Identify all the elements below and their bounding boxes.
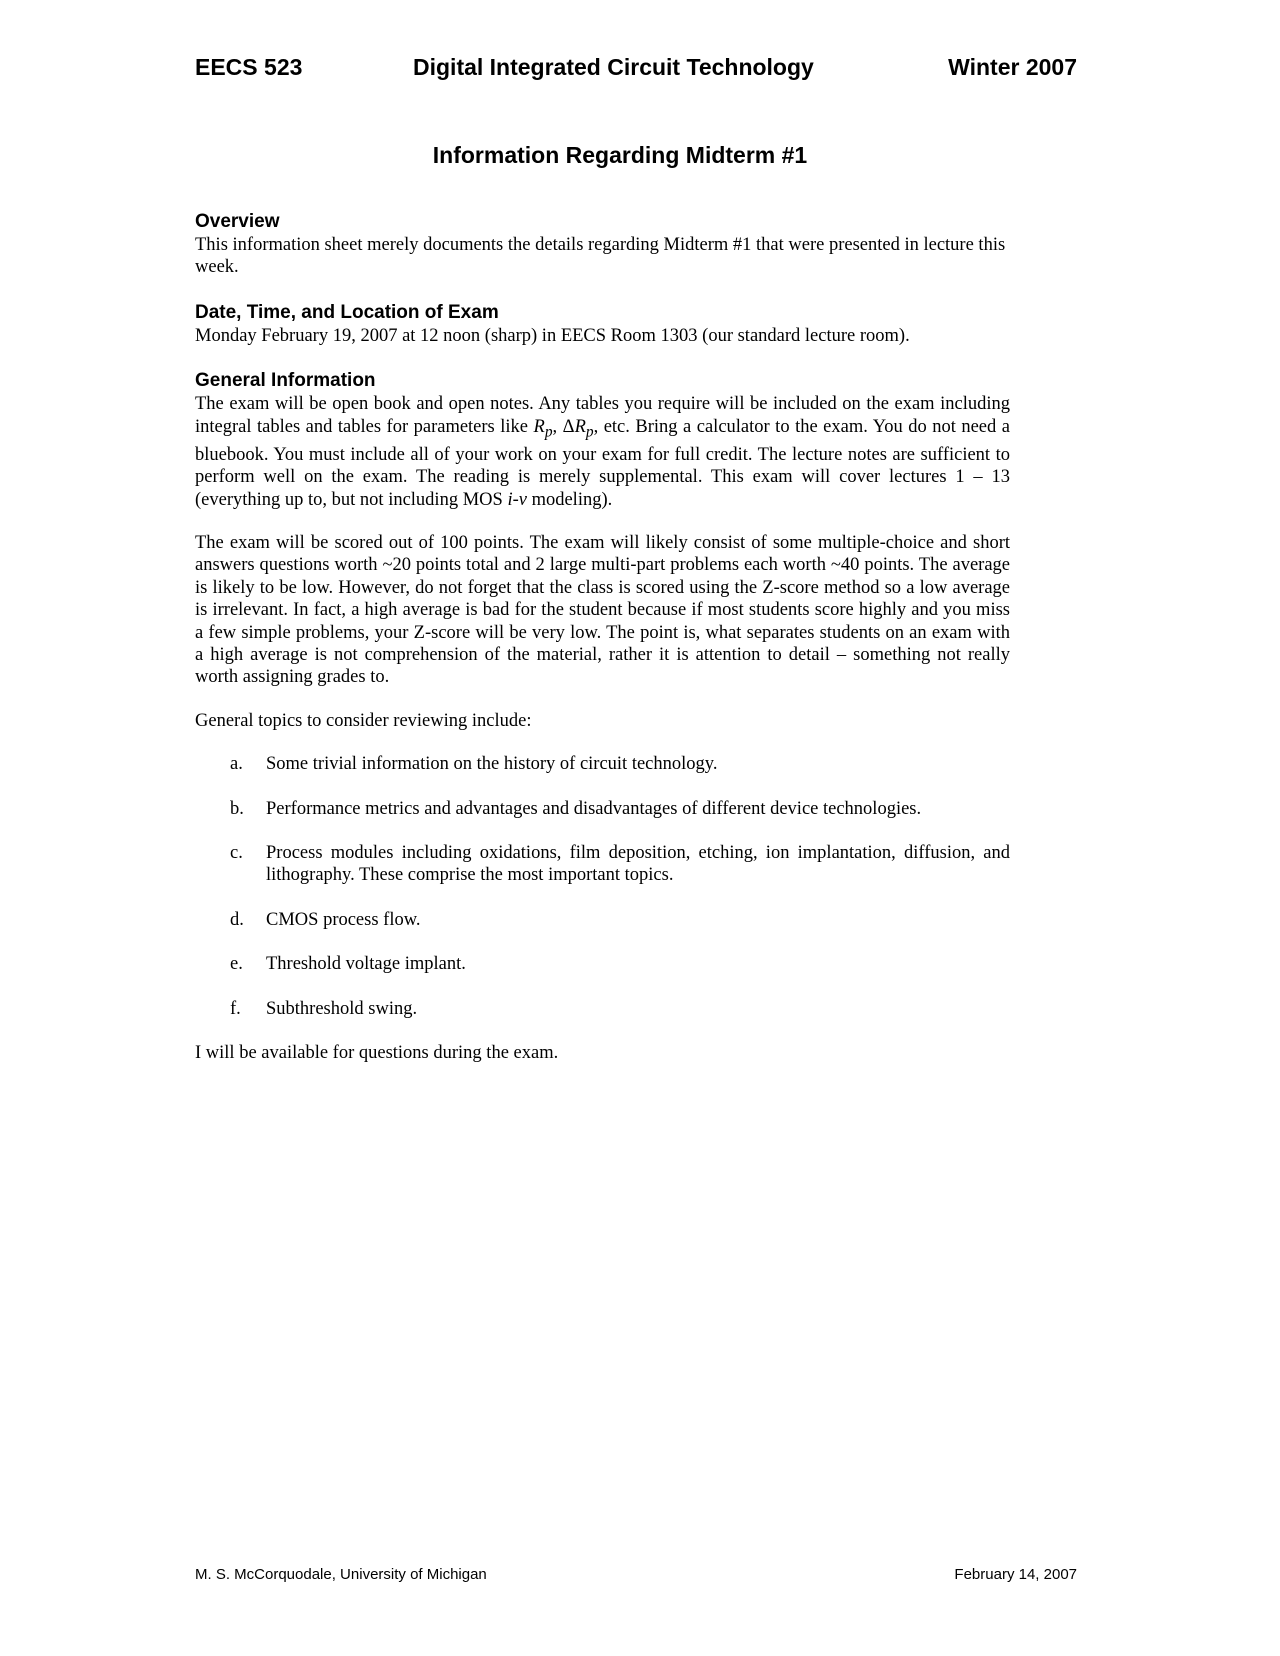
- list-item: [195, 998, 1010, 1020]
- date-text: Monday February 19, 2007 at 12 noon (sharp) in EECS Room 1303 (our standard lecture room).: [195, 325, 910, 346]
- list-marker: e.: [230, 954, 243, 975]
- term: Winter 2007: [948, 54, 1077, 80]
- list-item-text: CMOS process flow.: [266, 909, 421, 930]
- topics-intro: General topics to consider reviewing include:: [195, 710, 532, 731]
- course-title: Digital Integrated Circuit Technology: [413, 54, 814, 80]
- general-heading: General Information: [195, 370, 376, 392]
- general-paragraph-2: The exam will be scored out of 100 points. The exam will likely consist of some multiple-choice and short answers questions worth ~20 points total and 2 large multi-part problems each worth ~40 points. The average is likely to be low. However, do not forget that the class is scored using the Z-score method so a low average is irrelevant. In fact, a high average is bad for the student because if most students score highly and you miss a few simple problems, your Z-score will be very low. The point is, what separates students on an exam with a high average is not comprehension of the material, rather it is attention to detail – something not really worth assigning grades to.: [195, 532, 1010, 688]
- list-item-text: Process modules including oxidations, film deposition, etching, ion implantation, diffusion, and lithography. These comprise the most important topics.: [266, 843, 1010, 886]
- footer-date: February 14, 2007: [954, 1566, 1077, 1583]
- list-item-text: Performance metrics and advantages and disadvantages of different device technologies.: [266, 798, 922, 819]
- closing-text: I will be available for questions during the exam.: [195, 1043, 559, 1064]
- list-marker: f.: [230, 998, 241, 1019]
- document-body: [195, 210, 1010, 1064]
- general-paragraph-1: The exam will be open book and open notes. Any tables you require will be included on the exam including integral tables and tables for parameters like $R_p$, $\Delta R_p$, etc. Bring a calculator to the exam. You do not need a bluebook. You must include all of your work on your exam for full credit. The lecture notes are sufficient to perform well on the exam. The reading is merely supplemental. This exam will cover lectures 1 – 13 (everything up to, but not including MOS i-v modeling).: [195, 394, 1010, 510]
- list-marker: b.: [230, 798, 244, 819]
- list-item-text: Some trivial information on the history of circuit technology.: [266, 754, 718, 775]
- list-item-text: Subthreshold swing.: [266, 998, 418, 1019]
- list-item-text: Threshold voltage implant.: [266, 954, 466, 975]
- list-item: [195, 842, 1010, 887]
- list-item: [195, 798, 1010, 820]
- general-section: [195, 369, 1010, 1064]
- list-item: [195, 909, 1010, 931]
- overview-text: This information sheet merely documents the details regarding Midterm #1 that were presented in lecture this week.: [195, 235, 1006, 278]
- list-item: [195, 953, 1010, 975]
- list-marker: c.: [230, 843, 243, 863]
- course-number: EECS 523: [195, 54, 303, 80]
- overview-section: [195, 210, 1010, 279]
- date-section: [195, 301, 1010, 347]
- footer-author: M. S. McCorquodale, University of Michigan: [195, 1566, 487, 1583]
- date-heading: Date, Time, and Location of Exam: [195, 301, 499, 323]
- list-marker: a.: [230, 754, 243, 775]
- topics-list: [195, 753, 1010, 1020]
- overview-heading: Overview: [195, 211, 280, 232]
- page-title: Information Regarding Midterm #1: [432, 142, 808, 168]
- list-item: [195, 753, 1010, 775]
- list-marker: d.: [230, 909, 244, 930]
